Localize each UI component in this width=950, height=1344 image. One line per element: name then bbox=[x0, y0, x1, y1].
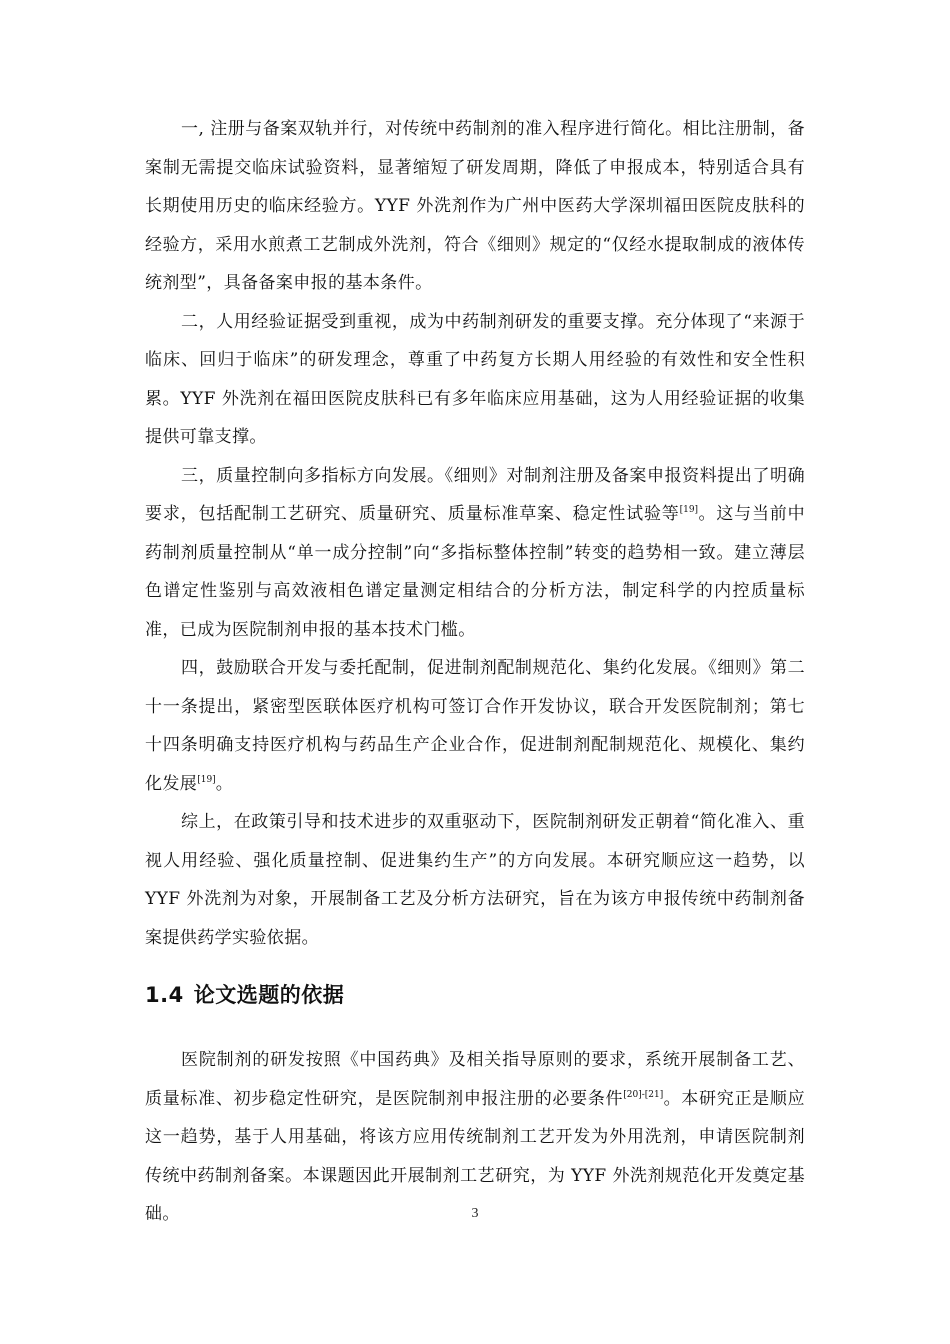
paragraph-text: 四，鼓励联合开发与委托配制，促进制剂配制规范化、集约化发展。《细则》第二十一条提出，紧密型医联体医疗机构可签订合作开发协议，联合开发医院制剂；第七十四条明确支持医疗机构与药品生产企业合作，促进制剂配制规范化、规模化、集约化发展 bbox=[145, 658, 805, 794]
section-title: 论文选题的依据 bbox=[193, 983, 345, 1007]
paragraph-text: 综上，在政策引导和技术进步的双重驱动下，医院制剂研发正朝着“简化准入、重视人用经验、强化质量控制、促进集约生产”的方向发展。本研究顺应这一趋势，以 YYF 外洗剂为对象，开展制备工艺及分析方法研究，旨在为该方申报传统中药制剂备案提供药学实验依据。 bbox=[145, 812, 805, 948]
paragraph-text: 三，质量控制向多指标方向发展。《细则》对制剂注册及备案申报资料提出了明确要求，包括配制工艺研究、质量研究、质量标准草案、稳定性试验等 bbox=[145, 465, 805, 524]
paragraph-summary bbox=[145, 803, 805, 957]
section-heading bbox=[145, 977, 805, 1013]
section-number: 1.4 bbox=[145, 983, 184, 1007]
paragraph-text: 一, 注册与备案双轨并行，对传统中药制剂的准入程序进行简化。相比注册制，备案制无需提交临床试验资料，显著缩短了研发周期，降低了申报成本，特别适合具有长期使用历史的临床经验方。YYF 外洗剂作为广州中医药大学深圳福田医院皮肤科的经验方，采用水煎煮工艺制成外洗剂，符合《细则》规定的“仅经水提取制成的液体传统剂型”，具备备案申报的基本条件。 bbox=[145, 119, 805, 293]
paragraph-text: 。本研究正是顺应这一趋势，基于人用基础，将该方应用传统制剂工艺开发为外用洗剂，申请医院制剂传统中药制剂备案。本课题因此开展制剂工艺研究，为 YYF 外洗剂规范化开发奠定基础。 bbox=[145, 1088, 805, 1224]
paragraph-topic-basis bbox=[145, 1041, 805, 1234]
page-number: 3 bbox=[471, 1206, 479, 1221]
body-text bbox=[145, 110, 805, 1234]
citation-ref: [19] bbox=[197, 774, 216, 785]
paragraph-registration-filing bbox=[145, 110, 805, 303]
citation-ref: [19] bbox=[679, 505, 699, 515]
paragraph-text: 医院制剂的研发按照《中国药典》及相关指导原则的要求，系统开展制备工艺、质量标准、初步稳定性研究，是医院制剂申报注册的必要条件 bbox=[145, 1050, 805, 1109]
paragraph-text: 。 bbox=[215, 773, 234, 794]
paragraph-human-experience bbox=[145, 303, 805, 457]
paragraph-text: 二，人用经验证据受到重视，成为中药制剂研发的重要支撑。充分体现了“来源于临床、回归于临床”的研发理念，尊重了中药复方长期人用经验的有效性和安全性积累。YYF 外洗剂在福田医院皮肤科已有多年临床应用基础，这为人用经验证据的收集提供可靠支撑。 bbox=[145, 311, 805, 447]
citation-ref: [20]-[21] bbox=[623, 1089, 664, 1100]
paragraph-quality-control bbox=[145, 457, 805, 650]
paragraph-joint-development bbox=[145, 649, 805, 803]
paragraph-text: 。这与当前中药制剂质量控制从“单一成分控制”向“多指标整体控制”转变的趋势相一致。建立薄层色谱定性鉴别与高效液相色谱定量测定相结合的分析方法，制定科学的内控质量标准，已成为医院制剂申报的基本技术门槛。 bbox=[145, 504, 805, 640]
